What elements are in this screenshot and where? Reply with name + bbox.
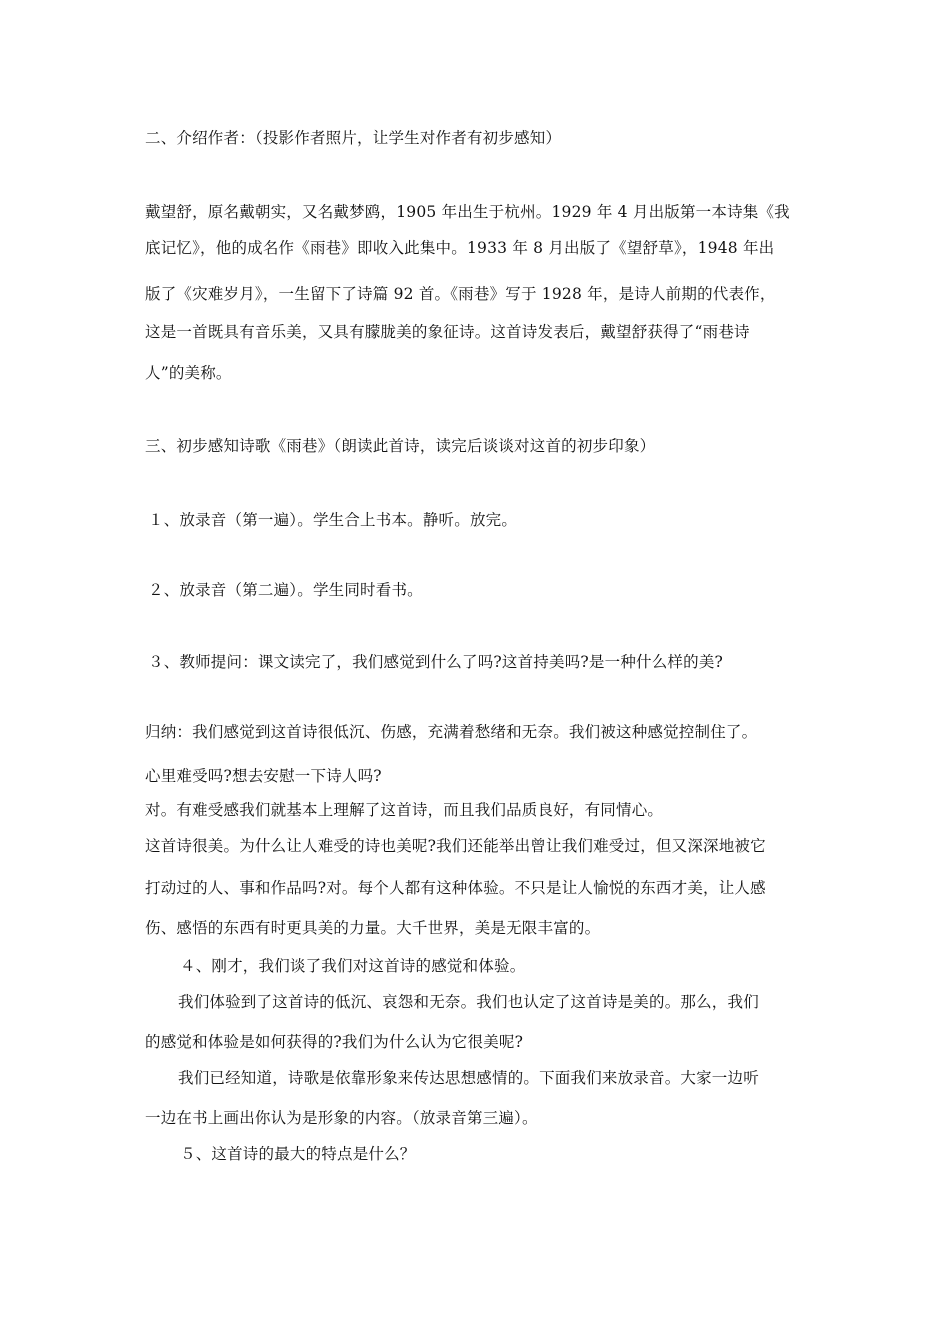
step-5: ５、这首诗的最大的特点是什么？ (180, 1145, 416, 1163)
step-4-body-line: 我们体验到了这首诗的低沉、哀怨和无奈。我们也认定了这首诗是美的。那么，我们 (178, 993, 759, 1011)
section-heading-poem: 三、初步感知诗歌《雨巷》（朗读此首诗，读完后谈谈对这首的初步印象） (145, 437, 656, 455)
step-1: １、放录音（第一遍）。学生合上书本。静听。放完。 (148, 511, 518, 529)
summary-line: 这首诗很美。为什么让人难受的诗也美呢?我们还能举出曾让我们难受过，但又深深地被它 (145, 837, 766, 855)
summary-line: 打动过的人、事和作品吗?对。每个人都有这种体验。不只是让人愉悦的东西才美，让人感 (145, 879, 766, 897)
step-4-body-line: 的感觉和体验是如何获得的?我们为什么认为它很美呢? (145, 1033, 524, 1051)
section-heading-author: 二、介绍作者：（投影作者照片，让学生对作者有初步感知） (145, 129, 562, 147)
step-3: ３、教师提问：课文读完了，我们感觉到什么了吗?这首持美吗?是一种什么样的美? (148, 653, 724, 671)
author-bio-line: 戴望舒，原名戴朝实，又名戴梦鸥，1905 年出生于杭州。1929 年 4 月出版第一本诗集《我 (145, 203, 790, 221)
summary-line: 伤、感悟的东西有时更具美的力量。大千世界，美是无限丰富的。 (145, 919, 601, 937)
summary-line: 对。有难受感我们就基本上理解了这首诗，而且我们品质良好，有同情心。 (145, 801, 664, 819)
author-bio-line: 版了《灾难岁月》，一生留下了诗篇 92 首。《雨巷》写于 1928 年，是诗人前期的代表作， (145, 285, 776, 303)
author-bio-line: 底记忆》，他的成名作《雨巷》即收入此集中。1933 年 8 月出版了《望舒草》，1948 年出 (145, 239, 775, 257)
summary-line: 心里难受吗?想去安慰一下诗人吗? (145, 767, 382, 785)
step-2: ２、放录音（第二遍）。学生同时看书。 (148, 581, 423, 599)
step-4-body-line: 一边在书上画出你认为是形象的内容。（放录音第三遍）。 (145, 1109, 538, 1127)
step-4: ４、刚才，我们谈了我们对这首诗的感觉和体验。 (180, 957, 526, 975)
summary-line: 归纳：我们感觉到这首诗很低沉、伤感，充满着愁绪和无奈。我们被这种感觉控制住了。 (145, 723, 758, 741)
author-bio-line: 这是一首既具有音乐美，又具有朦胧美的象征诗。这首诗发表后，戴望舒获得了“雨巷诗 (145, 323, 750, 341)
author-bio-line: 人”的美称。 (145, 364, 232, 382)
step-4-body-line: 我们已经知道，诗歌是依靠形象来传达思想感情的。下面我们来放录音。大家一边听 (178, 1069, 759, 1087)
